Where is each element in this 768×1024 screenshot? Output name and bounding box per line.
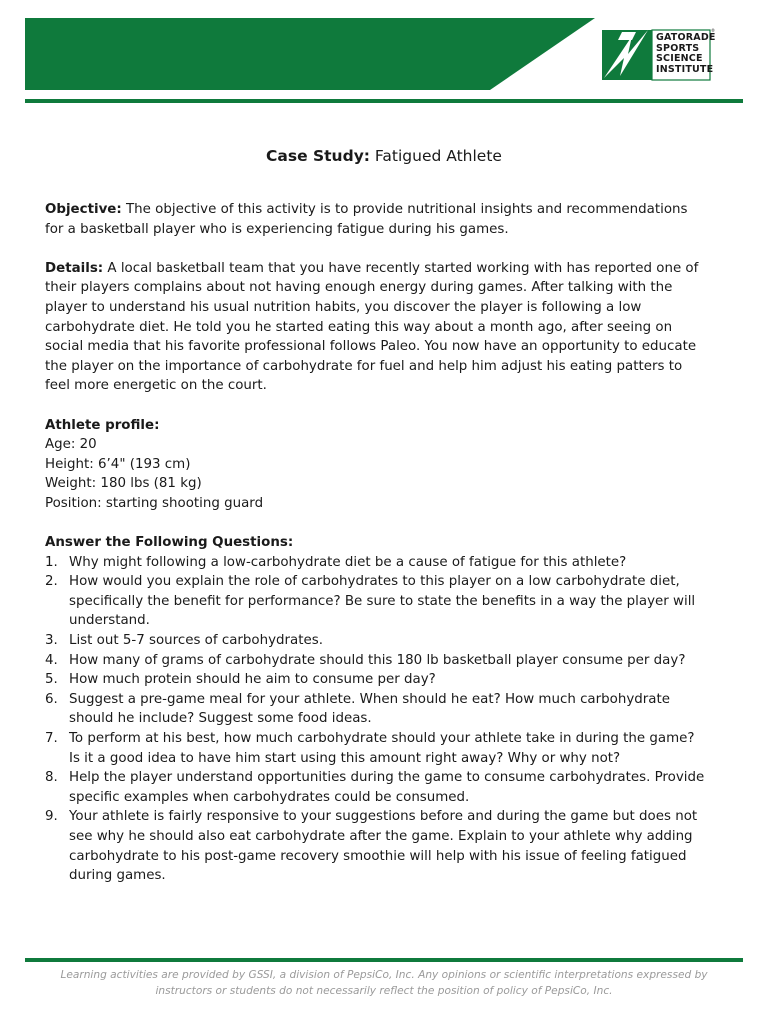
question-text: To perform at his best, how much carbohydrate should your athlete take in during the game? Is it a good idea to have him start using this amount right away? Why or why not? — [69, 731, 695, 766]
page-title — [0, 147, 768, 165]
objective-label: Objective: — [45, 202, 122, 217]
header-rule — [25, 99, 743, 103]
logo-line: SCIENCE — [656, 53, 703, 64]
profile-line: Age: 20 — [45, 437, 97, 453]
footer-rule — [25, 958, 743, 962]
question-text: Your athlete is fairly responsive to your suggestions before and during the game but does not see why he should also eat carbohydrate after the game. Explain to your athlete why adding carbohydrate to his post-game recovery smoothie will help with his issue of feeling fatigued during games. — [69, 809, 698, 884]
profile-line: Weight: 180 lbs (81 kg) — [45, 476, 202, 492]
logo-line: SPORTS — [656, 42, 700, 54]
question-number: 7. — [45, 731, 58, 747]
list-item — [45, 651, 705, 671]
question-number: 5. — [45, 672, 58, 688]
question-number: 4. — [45, 652, 58, 668]
list-item — [45, 670, 705, 690]
question-text: List out 5-7 sources of carbohydrates. — [69, 633, 323, 649]
list-item — [45, 572, 705, 631]
title-text: Fatigued Athlete — [370, 147, 502, 165]
title-label: Case Study: — [266, 147, 370, 165]
details-text: A local basketball team that you have recently started working with has reported one of their players complains about not having enough energy during games. After talking with the player to understand his usual nutrition habits, you discover the player is following a low carbohydrate diet. He told you he started eating this way about a month ago, after seeing on social media that his favorite professional follows Paleo. You now have an opportunity to educate the player on the importance of carbohydrate for fuel and help him adjust his eating patters to feel more energetic on the court. — [45, 260, 699, 394]
logo-trademark: ® — [711, 28, 715, 33]
list-item — [45, 768, 705, 807]
objective-paragraph — [45, 200, 705, 239]
question-number: 6. — [45, 691, 58, 707]
logo-line: GATORADE — [656, 32, 716, 43]
question-number: 8. — [45, 770, 58, 786]
question-number: 3. — [45, 633, 58, 649]
profile-line: Position: starting shooting guard — [45, 495, 264, 511]
question-text: How much protein should he aim to consume per day? — [69, 672, 436, 688]
question-text: Why might following a low-carbohydrate diet be a cause of fatigue for this athlete? — [69, 554, 627, 570]
question-text: Help the player understand opportunities during the game to consume carbohydrates. Provide specific examples when carbohydrates could be consumed. — [69, 770, 705, 805]
list-item — [45, 729, 705, 768]
question-text: How would you explain the role of carbohydrates to this player on a low carbohydrate diet, specifically the benefit for performance? Be sure to state the benefits in a way the player will understand. — [69, 574, 696, 629]
objective-text: The objective of this activity is to provide nutritional insights and recommendations for a basketball player who is experiencing fatigue during his games. — [45, 202, 688, 237]
questions-heading: Answer the Following Questions: — [45, 535, 294, 551]
question-number: 2. — [45, 574, 58, 590]
document-body — [45, 200, 705, 886]
athlete-profile — [45, 416, 705, 514]
profile-heading: Athlete profile: — [45, 417, 160, 433]
list-item — [45, 690, 705, 729]
logo-wordmark — [656, 33, 716, 75]
list-item — [45, 631, 705, 651]
list-item — [45, 553, 705, 573]
question-number: 1. — [45, 554, 58, 570]
details-paragraph — [45, 259, 705, 396]
logo-line: INSTITUTE — [656, 63, 714, 75]
question-text: How many of grams of carbohydrate should this 180 lb basketball player consume per day? — [69, 652, 686, 668]
details-label: Details: — [45, 260, 104, 276]
header-banner-notch — [490, 18, 595, 90]
question-text: Suggest a pre-game meal for your athlete. When should he eat? How much carbohydrate should he include? Suggest some food ideas. — [69, 691, 670, 727]
profile-line: Height: 6’4" (193 cm) — [45, 456, 191, 472]
list-item — [45, 807, 705, 885]
question-number: 9. — [45, 809, 58, 825]
questions-list — [45, 553, 705, 886]
footer-disclaimer: Learning activities are provided by GSSI, a division of PepsiCo, Inc. Any opinions or scientific interpretations expressed by instructors or students do not necessarily reflect the position of policy of PepsiCo, Inc. — [60, 969, 708, 997]
